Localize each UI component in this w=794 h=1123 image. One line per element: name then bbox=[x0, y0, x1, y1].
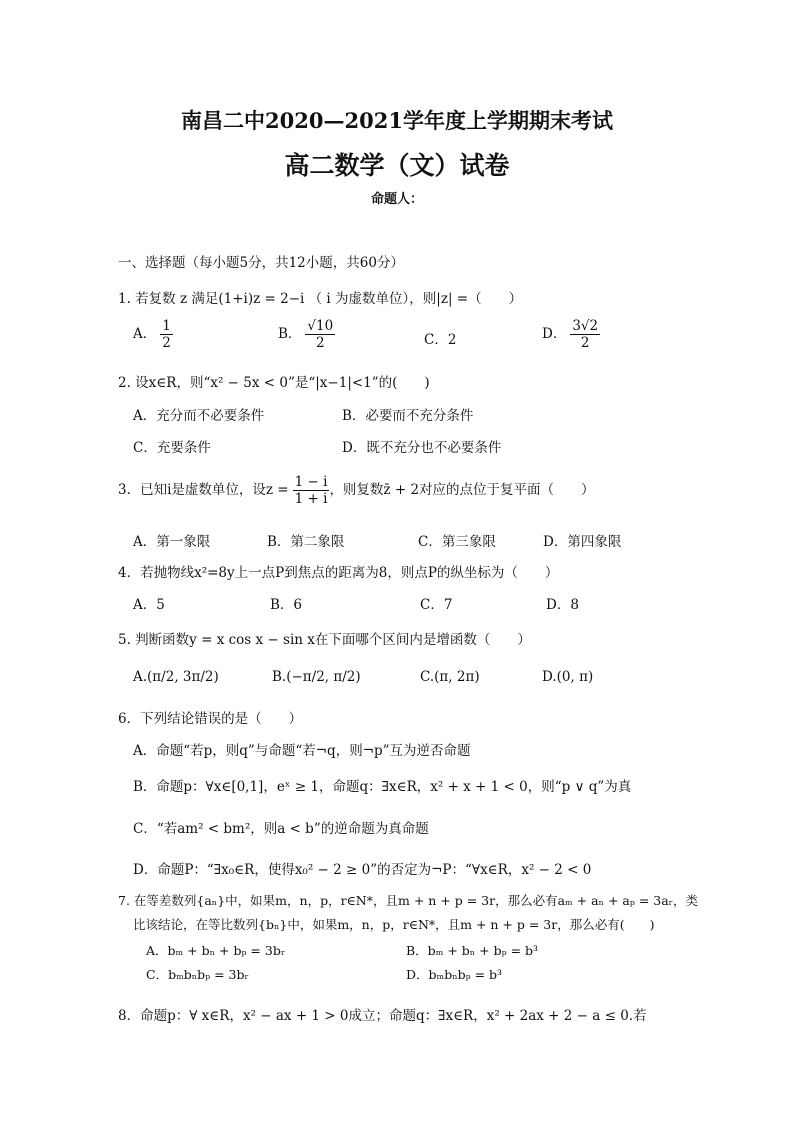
question-7-option-a: A．bₘ + bₙ + bₚ = 3bᵣ bbox=[146, 943, 286, 958]
question-1-option-d: D． $\frac{3√2}{2}$ bbox=[542, 318, 599, 351]
question-6-stem: 6．下列结论错误的是（ ） bbox=[118, 711, 303, 727]
section-heading: 一、选择题（每小题5分，共12小题，共60分） bbox=[118, 255, 404, 271]
question-3-option-b: B．第二象限 bbox=[267, 534, 345, 550]
question-6-option-c: C．“若am² < bm²，则a < b”的逆命题为真命题 bbox=[133, 821, 429, 837]
question-6-option-b: B．命题p：∀x∈[0,1]，eˣ ≥ 1，命题q：∃x∈R，x² + x + 1 < 0，则“p ∨ q”为真 bbox=[133, 779, 632, 795]
question-1-stem: 1. 若复数 z 满足(1+i)z = 2−i （ i 为虚数单位），则|z| =（ ） bbox=[118, 291, 523, 307]
question-2-option-b: B．必要而不充分条件 bbox=[342, 408, 474, 424]
question-7-option-d: D．bₘbₙbₚ = b³ bbox=[406, 967, 503, 982]
exam-subtitle: 高二数学（文）试卷 bbox=[284, 151, 510, 180]
question-4-stem: 4．若抛物线x²=8y上一点P到焦点的距离为8，则点P的纵坐标为（ ） bbox=[118, 565, 559, 581]
question-2-option-c: C．充要条件 bbox=[133, 440, 211, 456]
question-5-option-a: A.(π/2, 3π/2) bbox=[133, 669, 219, 685]
question-3-option-c: C．第三象限 bbox=[418, 534, 496, 550]
question-4-option-b: B．6 bbox=[270, 597, 303, 613]
question-8-stem: 8．命题p：∀ x∈R，x² − ax + 1 > 0成立；命题q：∃x∈R，x² + 2ax + 2 − a ≤ 0.若 bbox=[118, 1008, 647, 1024]
question-6-option-d: D．命题P：“∃x₀∈R，使得x₀² − 2 ≥ 0”的否定为¬P：“∀x∈R，x² − 2 < 0 bbox=[133, 862, 592, 878]
question-7-stem-line-1: 7. 在等差数列{aₙ}中，如果m，n，p，r∈N*，且m + n + p = 3r，那么必有aₘ + aₙ + aₚ = 3aᵣ，类 bbox=[118, 893, 699, 908]
exam-title: 南昌二中2020—2021学年度上学期期末考试 bbox=[181, 108, 613, 133]
question-7-stem-line-2: 比该结论，在等比数列{bₙ}中，如果m，n，p，r∈N*，且m + n + p = 3r，那么必有( ) bbox=[133, 917, 655, 932]
question-5-option-c: C.(π, 2π) bbox=[420, 669, 480, 685]
question-4-option-c: C．7 bbox=[420, 597, 453, 613]
question-2-option-a: A．充分而不必要条件 bbox=[133, 408, 265, 424]
question-4-option-d: D．8 bbox=[546, 597, 579, 613]
question-1-option-b: B． $\frac{√10}{2}$ bbox=[278, 318, 334, 351]
question-5-option-b: B.(−π/2, π/2) bbox=[272, 669, 361, 685]
question-3-option-d: D．第四象限 bbox=[543, 534, 622, 550]
question-1-option-c: C．2 bbox=[424, 332, 457, 348]
question-5-stem: 5. 判断函数y = x cos x − sin x在下面哪个区间内是增函数（ ） bbox=[118, 632, 531, 648]
question-1-option-a: A． $\frac{1}{2}$ bbox=[133, 318, 171, 351]
question-4-option-a: A．5 bbox=[133, 597, 165, 613]
question-3-option-a: A．第一象限 bbox=[133, 534, 211, 550]
question-3-stem: 3．已知i是虚数单位，设z = $\frac{1 - i}{1 + i}$ ，则复数z̄ + 2对应的点位于复平面（ ） bbox=[118, 474, 595, 507]
question-5-option-d: D.(0, π) bbox=[542, 669, 594, 685]
question-6-option-a: A．命题“若p，则q”与命题“若¬q，则¬p”互为逆否命题 bbox=[133, 743, 471, 759]
author-label: 命题人： bbox=[370, 192, 423, 207]
question-7-option-c: C．bₘbₙbₚ = 3bᵣ bbox=[146, 967, 249, 982]
question-2-option-d: D．既不充分也不必要条件 bbox=[342, 440, 502, 456]
question-2-stem: 2. 设x∈R，则“x² − 5x < 0”是“|x−1|<1”的( ) bbox=[118, 375, 430, 391]
question-7-option-b: B．bₘ + bₙ + bₚ = b³ bbox=[406, 943, 539, 958]
